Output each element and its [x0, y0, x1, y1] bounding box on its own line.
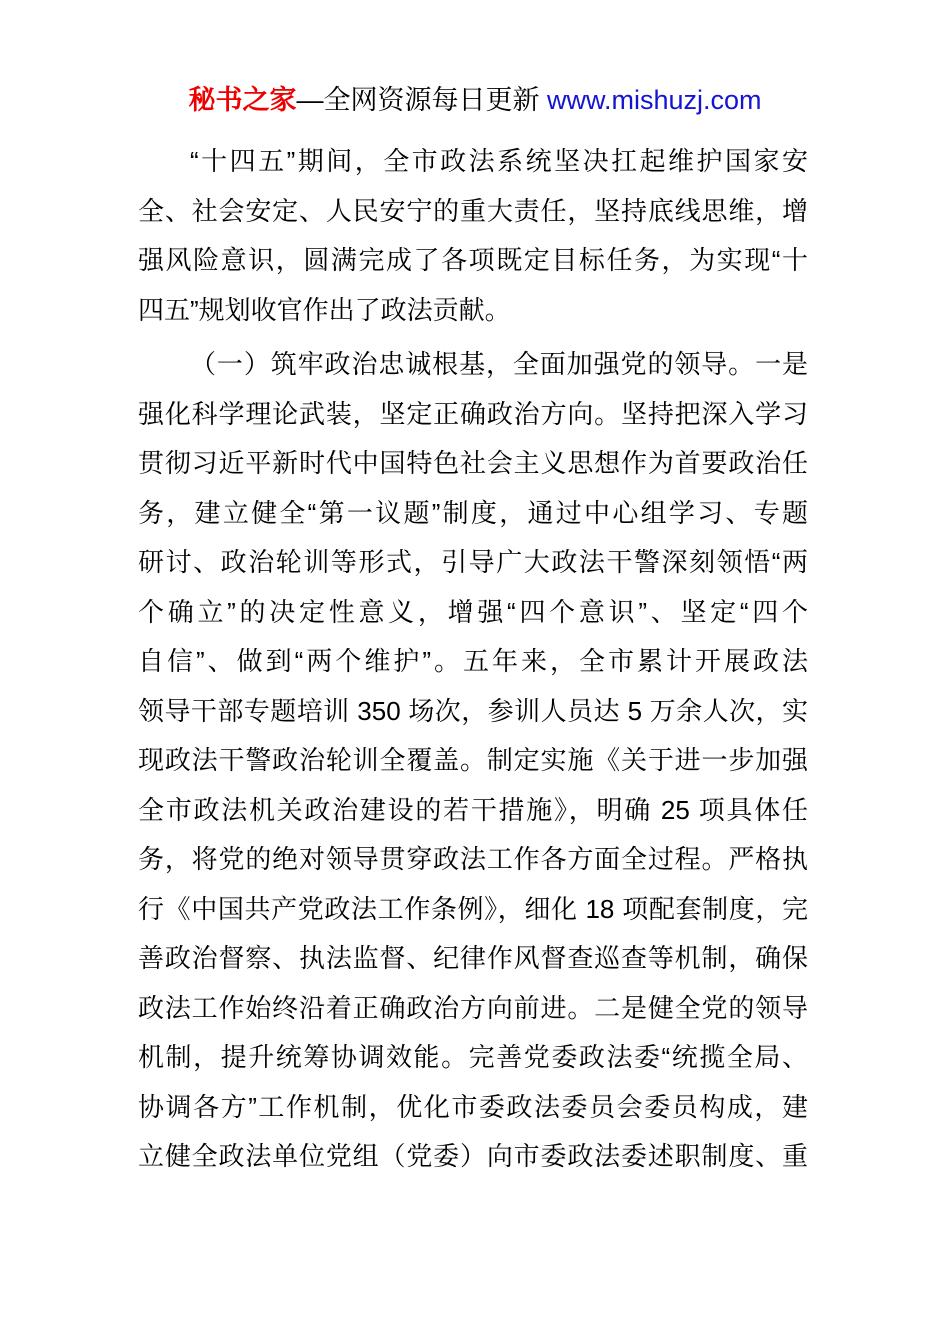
- text-line: 个确立”的决定性意义，增强“四个意识”、坚定“四个: [138, 596, 808, 627]
- text-line: 行《中国共产党政法工作条例》，细化 18 项配套制度，完: [138, 893, 808, 924]
- site-name: 秘书之家: [188, 85, 297, 115]
- text-line: 贯彻习近平新时代中国特色社会主义思想作为首要政治任: [138, 448, 808, 478]
- text-line: 强化科学理论武装，坚定正确政治方向。坚持把深入学习: [138, 398, 808, 429]
- text-line: 立健全政法单位党组（党委）向市委政法委述职制度、重: [138, 1141, 808, 1171]
- text-line: 善政治督察、执法监督、纪律作风督查巡查等机制，确保: [138, 943, 808, 973]
- text-line: 现政法干警政治轮训全覆盖。制定实施《关于进一步加强: [138, 745, 808, 775]
- text-line: “十四五”期间，全市政法系统坚决扛起维护国家安: [190, 146, 808, 176]
- text-line: 务，将党的绝对领导贯穿政法工作各方面全过程。严格执: [138, 844, 808, 874]
- text-line: 全市政法机关政治建设的若干措施》，明确 25 项具体任: [138, 794, 808, 825]
- site-url[interactable]: www.mishuzj.com: [546, 85, 762, 115]
- text-line: 强风险意识，圆满完成了各项既定目标任务，为实现“十: [138, 245, 808, 275]
- text-line: 协调各方”工作机制，优化市委政法委员会委员构成，建: [138, 1091, 808, 1122]
- text-line: 全、社会安定、人民安宁的重大责任，坚持底线思维，增: [138, 195, 808, 226]
- text-line: 务，建立健全“第一议题”制度，通过中心组学习、专题: [138, 497, 808, 528]
- site-header: [0, 82, 950, 118]
- text-line: 政法工作始终沿着正确政治方向前进。二是健全党的领导: [138, 992, 808, 1023]
- text-line: 四五”规划收官作出了政法贡献。: [138, 294, 511, 325]
- document-body: [138, 137, 808, 1182]
- text-line: 机制，提升统筹协调效能。完善党委政法委“统揽全局、: [138, 1042, 808, 1072]
- paragraph-1: [138, 137, 808, 335]
- paragraph-2: [138, 340, 808, 1182]
- text-line: 自信”、做到“两个维护”。五年来，全市累计开展政法: [138, 646, 808, 676]
- text-line: 领导干部专题培训 350 场次，参训人员达 5 万余人次，实: [138, 695, 808, 726]
- text-line: （一）筑牢政治忠诚根基，全面加强党的领导。一是: [190, 349, 808, 379]
- header-dash: —: [296, 85, 324, 115]
- text-line: 研讨、政治轮训等形式，引导广大政法干警深刻领悟“两: [138, 547, 808, 577]
- header-tagline: 全网资源每日更新: [323, 85, 547, 115]
